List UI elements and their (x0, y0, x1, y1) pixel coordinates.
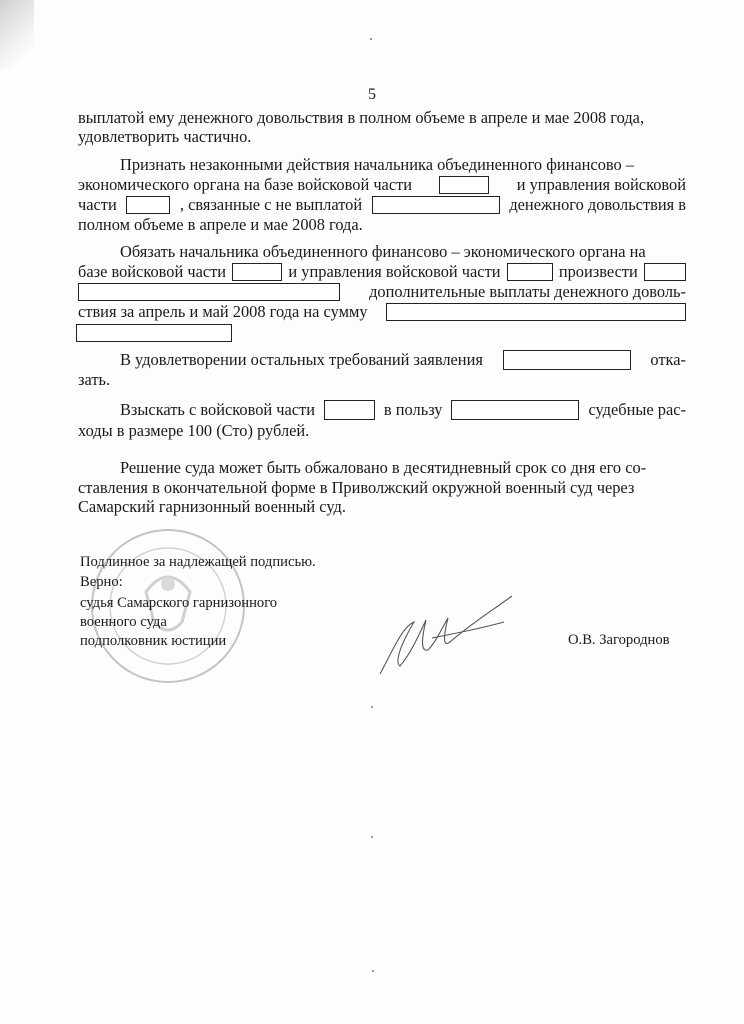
paragraph-2-line-4: полном объеме в апреле и мае 2008 года. (78, 215, 363, 234)
paragraph-3-line-5 (76, 322, 684, 342)
handwritten-signature (372, 592, 522, 682)
paragraph-3-line-2 (78, 262, 686, 282)
paragraph-5-line-2: ходы в размере 100 (Сто) рублей. (78, 421, 310, 440)
text: базе войсковой части (78, 262, 227, 281)
paragraph-4-line-1 (120, 350, 686, 370)
text: , связанные с не выплатой (179, 195, 363, 214)
scan-edge-shadow (0, 0, 34, 70)
text: в пользу (383, 400, 443, 419)
paragraph-2-line-1: Признать незаконными действия начальника объединенного финансово – (120, 155, 635, 174)
paragraph-6-line-2: ставления в окончательной форме в Приволжский окружной военный суд через (78, 478, 635, 497)
redaction-box (126, 196, 170, 214)
redaction-box (503, 350, 631, 370)
text: отка- (650, 350, 686, 369)
redaction-box (324, 400, 375, 420)
paragraph-3-line-1: Обязать начальника объединенного финансово – экономического органа на (120, 242, 646, 261)
paragraph-2-line-2 (78, 175, 686, 195)
redaction-box (507, 263, 553, 281)
certification-line-5: подполковник юстиции (80, 633, 227, 649)
certification-line-1: Подлинное за надлежащей подписью. (80, 554, 316, 570)
scan-speck (372, 970, 374, 972)
paragraph-6-line-3: Самарский гарнизонный военный суд. (78, 497, 346, 516)
text: В удовлетворении остальных требований заявления (120, 350, 483, 369)
text: и управления войсковой части (288, 262, 501, 281)
redaction-box (386, 303, 686, 321)
text: дополнительные выплаты денежного доволь- (369, 282, 686, 301)
certification-line-4: военного суда (80, 614, 167, 630)
text: Взыскать с войсковой части (120, 400, 315, 419)
certification-line-2: Верно: (80, 574, 123, 590)
text: судебные рас- (588, 400, 686, 419)
signer-name: О.В. Загороднов (568, 632, 670, 648)
redaction-box (232, 263, 282, 281)
redaction-box (76, 324, 232, 342)
certification-line-3: судья Самарского гарнизонного (80, 595, 278, 611)
paragraph-6-line-1: Решение суда может быть обжаловано в десятидневный срок со дня его со- (120, 458, 647, 477)
redaction-box (644, 263, 686, 281)
scan-speck (371, 836, 373, 838)
scan-speck (370, 38, 372, 40)
paragraph-3-line-3 (78, 282, 686, 302)
paragraph-1-line-1: выплатой ему денежного довольствия в полном объеме в апреле и мае 2008 года, (78, 108, 645, 127)
text: денежного довольствия в (509, 195, 686, 214)
paragraph-3-line-4 (78, 302, 686, 322)
text: части (78, 195, 117, 214)
page-number: 5 (368, 86, 376, 103)
redaction-box (439, 176, 489, 194)
text: произвести (558, 262, 638, 281)
text: экономического органа на базе войсковой части (78, 175, 413, 194)
paragraph-5-line-1 (120, 400, 686, 420)
text: ствия за апрель и май 2008 года на сумму (78, 302, 368, 321)
redaction-box (451, 400, 579, 420)
scan-speck (371, 706, 373, 708)
text: и управления войсковой (516, 175, 686, 194)
paragraph-1-line-2: удовлетворить частично. (78, 127, 252, 146)
paragraph-2-line-3 (78, 195, 686, 215)
paragraph-4-line-2: зать. (78, 370, 111, 389)
redaction-box (372, 196, 500, 214)
redaction-box (78, 283, 340, 301)
